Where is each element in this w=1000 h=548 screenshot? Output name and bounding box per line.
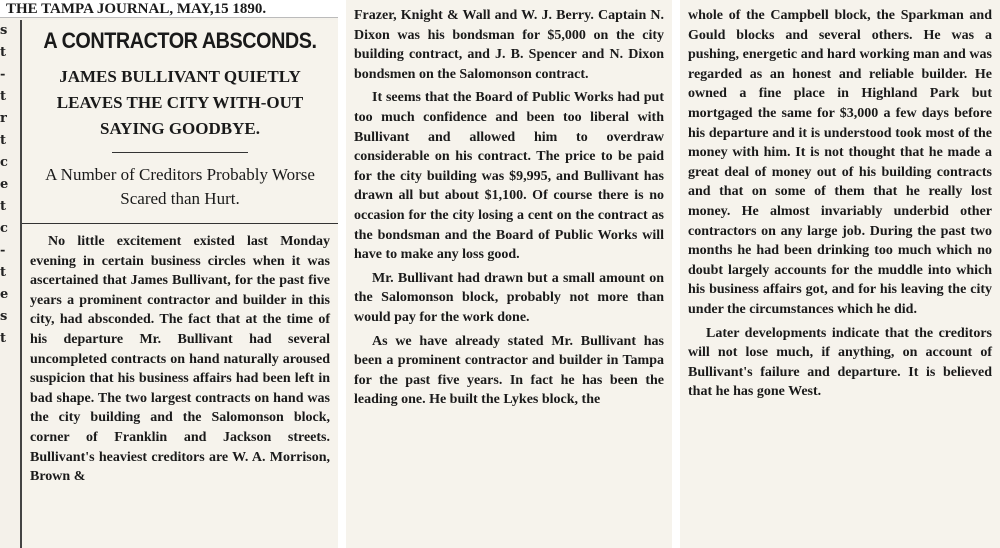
gutter-fragment: t: [0, 45, 7, 60]
gutter-fragment: s: [0, 309, 8, 324]
left-gutter-fragments: [0, 20, 20, 548]
masthead: THE TAMPA JOURNAL, MAY,15 1890.: [0, 0, 340, 18]
gutter-fragment: -: [0, 243, 6, 258]
gutter-fragment: t: [0, 199, 7, 214]
gutter-fragment: e: [0, 287, 9, 302]
subdeck: A Number of Creditors Probably Worse Scared than Hurt.: [45, 165, 315, 208]
paragraph: Frazer, Knight & Wall and W. J. Berry. Captain N. Dixon was his bondsman for $5,000 on the city building contract, and J. B. Spencer and N. Dixon bondsmen on the Salomonson contract.: [354, 8, 664, 82]
paragraph: It seems that the Board of Public Works had put too much confidence and been too liberal with Bullivant and allowed him to overdraw considerable on his contract. The price to be paid for the city building was $9,995, and Bullivant has drawn all but about $1,100. Of course there is no occasion for the city losing a cent on the contract as the bondsman and the Board of Public Works will have to make any loss good.: [354, 90, 664, 263]
gutter-fragment: r: [0, 111, 7, 126]
gutter-fragment: t: [0, 265, 7, 280]
gutter-fragment: s: [0, 23, 8, 38]
paragraph: Later developments indicate that the creditors will not lose much, if anything, on account of Bullivant's failure and departure. It is believed that he has gone West.: [688, 325, 992, 400]
deck: JAMES BULLIVANT QUIETLY LEAVES THE CITY WITH-OUT SAYING GOODBYE.: [56, 67, 304, 138]
divider-rule: [112, 152, 248, 153]
gutter-fragment: c: [0, 155, 8, 170]
headline: A CONTRACTOR ABSCONDS.: [43, 28, 317, 53]
gutter-fragment: t: [0, 331, 7, 346]
paragraph: As we have already stated Mr. Bullivant has been a prominent contractor and builder in Tampa for the past five years. In fact he has been the leading one. He built the Lykes block, the: [354, 333, 664, 408]
column-2: [346, 0, 672, 548]
gutter-fragment: e: [0, 177, 9, 192]
paragraph: whole of the Campbell block, the Sparkman and Gould blocks and several others. He was a pushing, energetic and hard working man and was regarded as an honest and reliable builder. He owned a fine place in Highland Park but mortgaged the same for $3,000 a few days before his departure and it is understood took most of the money with him. It is not thought that he made a great deal of money out of his building contracts and that on some of them that he really lost money. He almost invariably underbid other contractors on any large job. During the past two months he had been drinking too much which no doubt largely accounts for the muddle into which his business affairs got, and for his leaving the city under the circumstances which he did.: [688, 8, 992, 317]
gutter-fragment: t: [0, 133, 7, 148]
gutter-fragment: -: [0, 67, 6, 82]
paragraph: No little excitement existed last Monday evening in certain business circles when it was ascertained that James Bullivant, for the past five years a prominent contractor and builder in this city, had absconded. The fact that at the time of his departure Mr. Bullivant had several uncompleted contracts on hand naturally aroused suspicion that his business affairs had been left in bad shape. The two largest contracts on hand was the city building and the Salomonson block, corner of Franklin and Jackson streets. Bullivant's heaviest creditors are W. A. Morrison, Brown &: [30, 234, 330, 485]
gutter-fragment: t: [0, 89, 7, 104]
divider-rule: [22, 223, 338, 224]
paragraph: Mr. Bullivant had drawn but a small amount on the Salomonson block, probably not more than would pay for the work done.: [354, 270, 664, 325]
column-gap: [672, 0, 680, 548]
column-3: [680, 0, 1000, 548]
column-1: [20, 20, 338, 548]
gutter-fragment: c: [0, 221, 8, 236]
column-gap: [338, 0, 346, 548]
